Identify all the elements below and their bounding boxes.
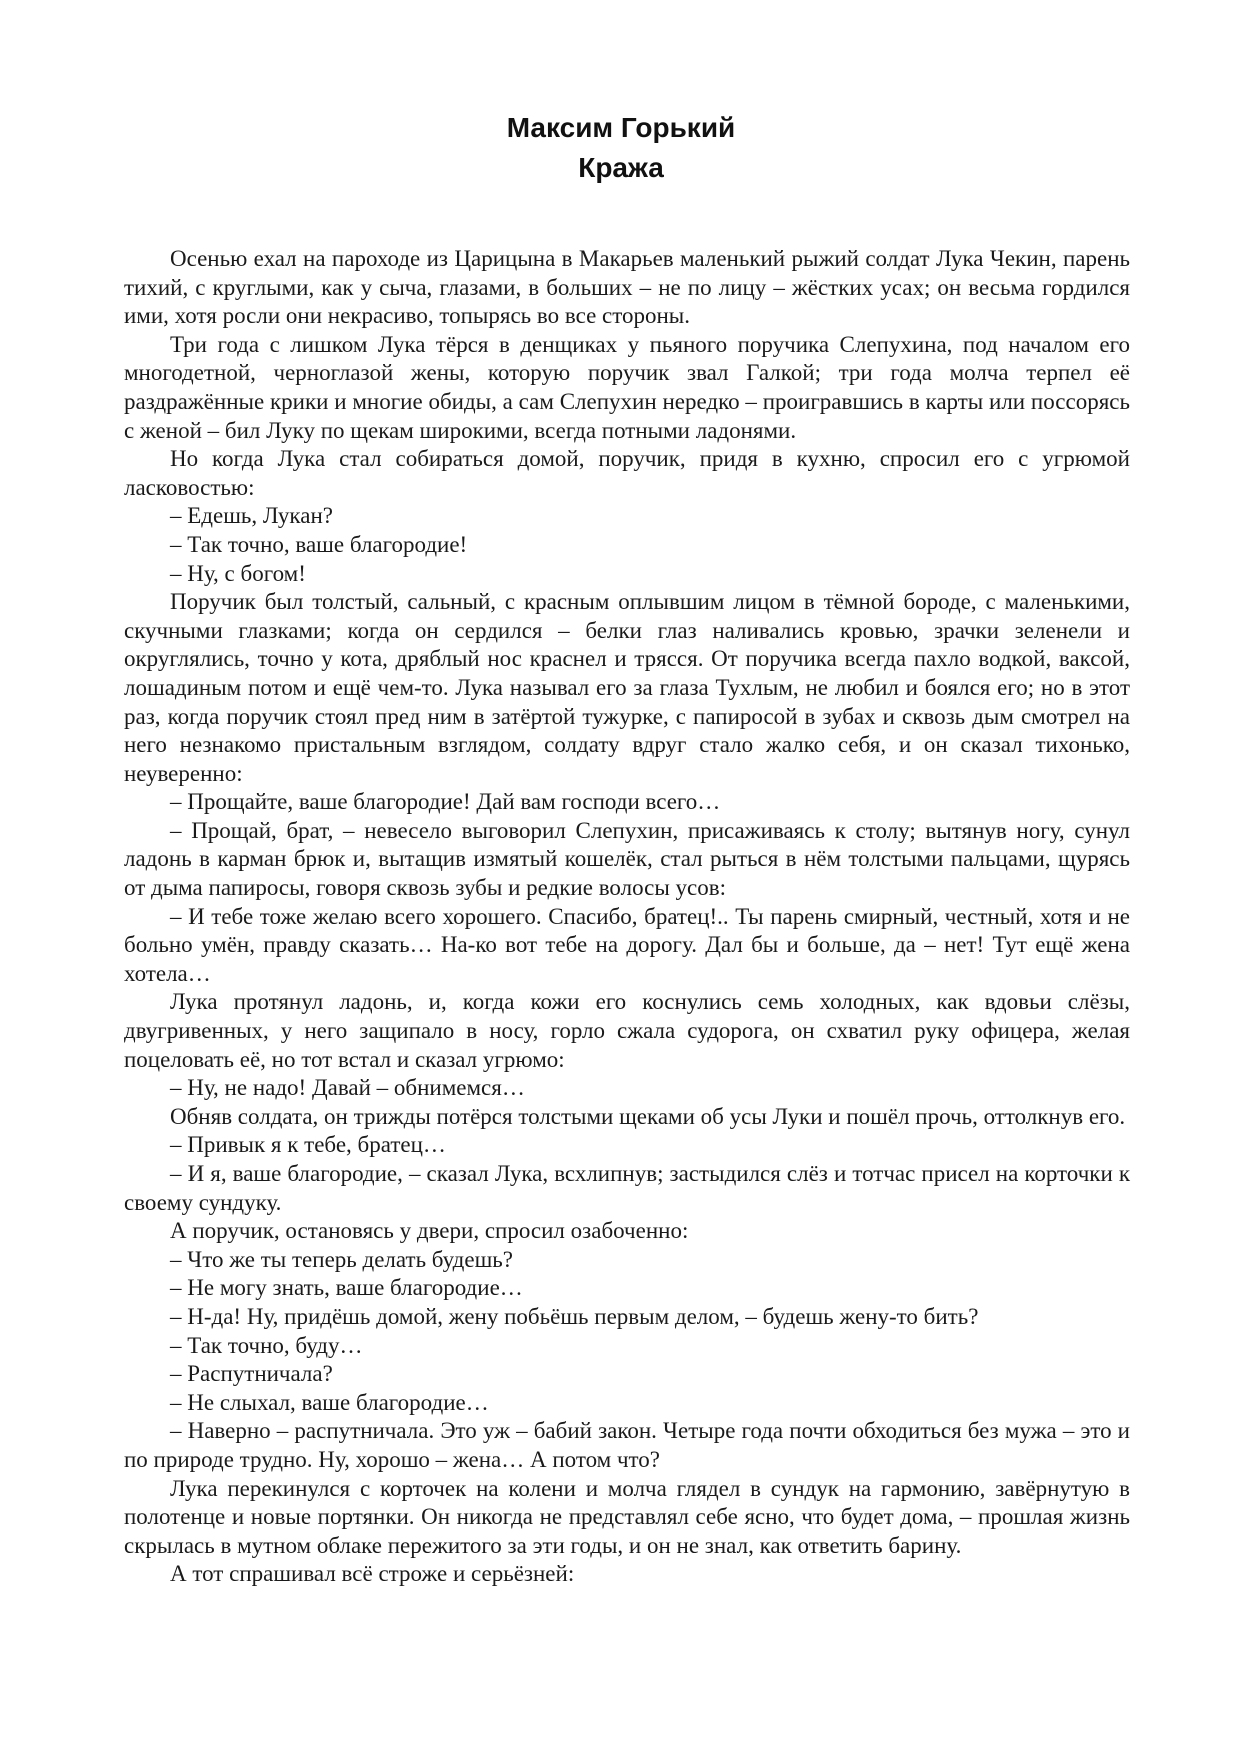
dialogue-line: – И я, ваше благородие, – сказал Лука, всхлипнув; застыдился слёз и тотчас присел на корточки к своему сундуку.: [124, 1161, 1130, 1215]
dialogue-line: – Наверно – распутничала. Это уж – бабий закон. Четыре года почти обходиться без мужа – это и по природе трудно. Ну, хорошо – жена… А потом что?: [124, 1418, 1130, 1472]
paragraph: Лука перекинулся с корточек на колени и молча глядел в сундук на гармонию, завёрнутую в полотенце и новые портянки. Он никогда не представлял себе ясно, что будет дома, – прошлая жизнь скрылась в мутном облаке пережитого за эти годы, и он не знал, как ответить барину.: [124, 1475, 1130, 1558]
dialogue-line: – Н-да! Ну, придёшь домой, жену побьёшь первым делом, – будешь жену-то бить?: [170, 1303, 979, 1329]
dialogue-line: – Ну, не надо! Давай – обнимемся…: [170, 1075, 525, 1101]
dialogue-line: – Привык я к тебе, братец…: [170, 1132, 446, 1158]
dialogue-line: – Прощай, брат, – невесело выговорил Слепухин, присаживаясь к столу; вытянув ногу, сунул ладонь в карман брюк и, вытащив измятый кошелёк, стал рыться в нём толстыми пальцами, щурясь от дыма папиросы, говоря сквозь зубы и редкие волосы усов:: [124, 817, 1130, 901]
story-text: [124, 245, 1130, 1589]
dialogue-line: – И тебе тоже желаю всего хорошего. Спасибо, братец!.. Ты парень смирный, честный, хотя и не больно умён, правду сказать… На-ко вот тебе на дорогу. Дал бы и больше, да – нет! Тут ещё жена хотела…: [124, 903, 1130, 986]
author-name: Максим Горький: [506, 112, 736, 143]
dialogue-line: – Едешь, Лукан?: [170, 503, 333, 529]
dialogue-line: – Ну, с богом!: [170, 560, 306, 586]
paragraph: А поручик, остановясь у двери, спросил озабоченно:: [170, 1218, 689, 1244]
dialogue-line: – Прощайте, ваше благородие! Дай вам господи всего…: [170, 789, 721, 815]
dialogue-line: – Так точно, ваше благородие!: [170, 531, 468, 557]
paragraph: Обняв солдата, он трижды потёрся толстыми щеками об усы Луки и пошёл прочь, оттолкнув его.: [170, 1103, 1126, 1129]
dialogue-line: – Так точно, буду…: [170, 1332, 363, 1358]
paragraph: Осенью ехал на пароходе из Царицына в Макарьев маленький рыжий солдат Лука Чекин, парень тихий, с круглыми, как у сыча, глазами, в больших – не по лицу – жёстких усах; он весьма гордился ими, хотя росли они некрасиво, топырясь во все стороны.: [124, 246, 1130, 329]
paragraph: А тот спрашивал всё строже и серьёзней:: [170, 1561, 575, 1587]
dialogue-line: – Распутничала?: [170, 1361, 333, 1387]
paragraph: Три года с лишком Лука тёрся в денщиках у пьяного поручика Слепухина, под началом его многодетной, черноглазой жены, которую поручик звал Галкой; три года молча терпел её раздражённые крики и многие обиды, а сам Слепухин нередко – проигравшись в карты или поссорясь с женой – бил Луку по щекам широкими, всегда потными ладонями.: [124, 331, 1130, 443]
paragraph: Лука протянул ладонь, и, когда кожи его коснулись семь холодных, как вдовьи слёзы, двугривенных, у него защипало в носу, горло сжала судорога, он схватил руку офицера, желая поцеловать её, но тот встал и сказал угрюмо:: [124, 989, 1130, 1072]
paragraph: Но когда Лука стал собираться домой, поручик, придя в кухню, спросил его с угрюмой ласковостью:: [124, 446, 1130, 500]
dialogue-line: – Не могу знать, ваше благородие…: [170, 1275, 523, 1301]
story-title: Кража: [578, 152, 664, 183]
document-header: [0, 108, 1242, 188]
dialogue-line: – Что же ты теперь делать будешь?: [170, 1246, 514, 1272]
paragraph: Поручик был толстый, сальный, с красным оплывшим лицом в тёмной бороде, с маленькими, скучными глазками; когда он сердился – белки глаз наливались кровью, зрачки зеленели и округлялись, точно у кота, дряблый нос краснел и трясся. От поручика всегда пахло водкой, ваксой, лошадиным потом и ещё чем-то. Лука называл его за глаза Тухлым, не любил и боялся его; но в этот раз, когда поручик стоял пред ним в затёртой тужурке, с папиросой в зубах и сквозь дым смотрел на него незнакомо пристальным взглядом, солдату вдруг стало жалко себя, и он сказал тихонько, неуверенно:: [124, 589, 1130, 786]
dialogue-line: – Не слыхал, ваше благородие…: [170, 1389, 489, 1415]
